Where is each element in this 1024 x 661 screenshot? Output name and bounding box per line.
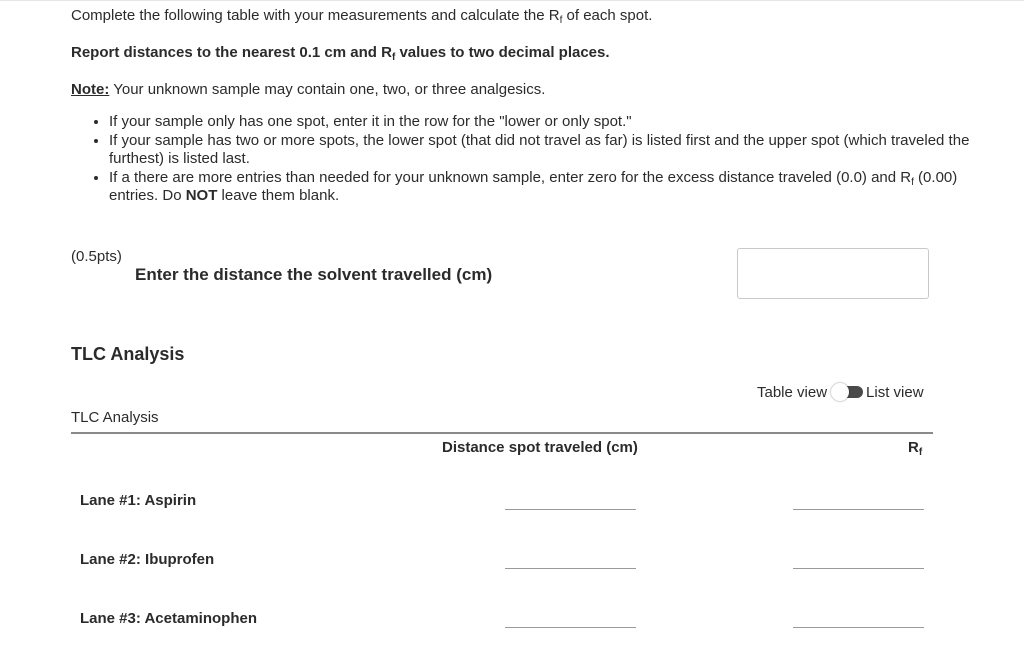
distance-column-header: Distance spot traveled (cm) <box>442 439 638 456</box>
report-instruction: Report distances to the nearest 0.1 cm and $R_f$ values to two decimal places. <box>71 44 610 63</box>
rf-column-header: $R_f$ <box>908 439 923 458</box>
list-item: • If a there are more entries than needed for your unknown sample, enter zero for the excess distance traveled (0.0) and $R_f$ (0.00) entries. Do NOT leave them blank. <box>109 169 979 206</box>
lane-2-distance-input[interactable] <box>505 546 636 569</box>
lane-2-rf-input[interactable] <box>793 546 924 569</box>
view-toggle-switch[interactable] <box>831 383 863 401</box>
toggle-knob <box>831 383 849 401</box>
table-caption: TLC Analysis <box>71 409 159 426</box>
lane-1-distance-input[interactable] <box>505 487 636 510</box>
instruction-list <box>71 113 979 206</box>
top-divider <box>0 0 1024 1</box>
lane-2-label: Lane #2: Ibuprofen <box>80 551 215 568</box>
note-text: Note: Your unknown sample may contain one, two, or three analgesics. <box>71 81 546 98</box>
list-view-label[interactable]: List view <box>866 383 924 401</box>
table-header-rule <box>71 432 933 434</box>
solvent-distance-input[interactable] <box>737 248 929 299</box>
lane-3-label: Lane #3: Acetaminophen <box>80 610 257 627</box>
view-toggle-group <box>757 382 924 402</box>
section-title: TLC Analysis <box>71 344 185 364</box>
points-label: (0.5pts) <box>71 248 122 265</box>
table-view-label[interactable]: Table view <box>757 383 828 401</box>
list-item: • If your sample has two or more spots, the lower spot (that did not travel as far) is listed first and the upper spot (which traveled the furthest) is listed last. <box>109 132 979 169</box>
list-item: • If your sample only has one spot, enter it in the row for the "lower or only spot." <box>109 113 979 132</box>
intro-text: Complete the following table with your measurements and calculate the $R_f$ of each spot. <box>71 7 653 26</box>
lane-1-rf-input[interactable] <box>793 487 924 510</box>
lane-3-rf-input[interactable] <box>793 605 924 628</box>
note-label: Note: <box>71 81 110 98</box>
lane-3-distance-input[interactable] <box>505 605 636 628</box>
solvent-distance-label: Enter the distance the solvent travelled (cm) <box>135 265 493 284</box>
lane-1-label: Lane #1: Aspirin <box>80 492 197 509</box>
